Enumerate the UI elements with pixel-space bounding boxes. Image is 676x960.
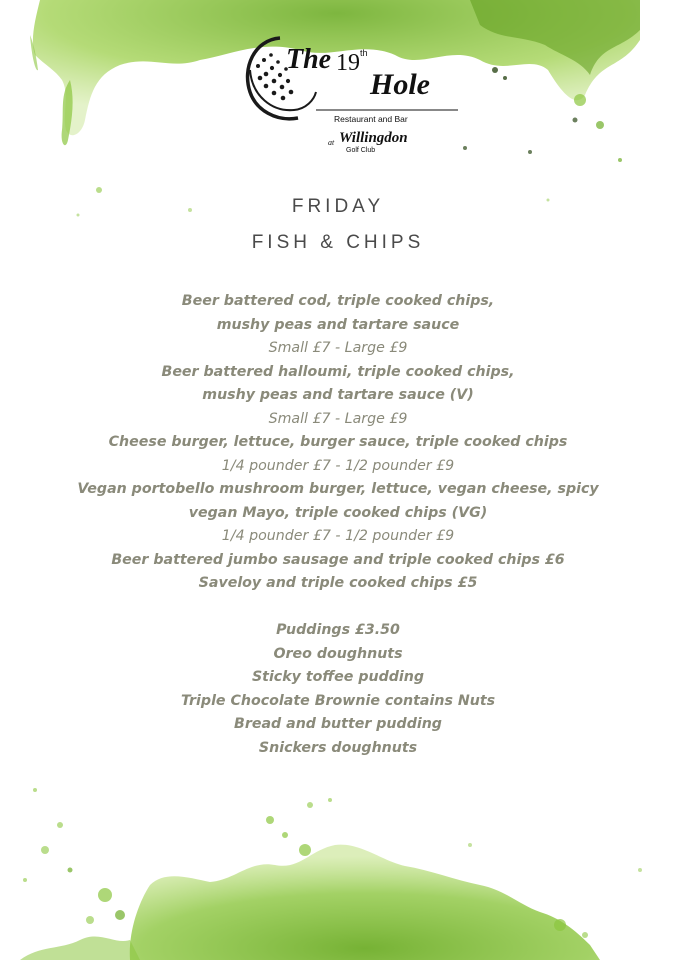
menu-title: FISH & CHIPS [251, 232, 425, 253]
menu-list [0, 290, 676, 760]
logo-number: 19 [336, 50, 360, 76]
logo-superscript: th [360, 48, 368, 58]
pudding-item: Triple Chocolate Brownie contains Nuts [180, 692, 496, 709]
pudding-item: Snickers doughnuts [258, 739, 418, 756]
pudding-item: Sticky toffee pudding [251, 669, 425, 685]
menu-line: mushy peas and tartare sauce (V) [202, 387, 474, 403]
menu-line: Beer battered halloumi, triple cooked chips, [161, 363, 515, 380]
the-19th-hole-logo [236, 30, 466, 160]
logo-club-name: Willingdon [339, 130, 408, 146]
menu-line: mushy peas and tartare sauce [216, 316, 460, 333]
menu-line: vegan Mayo, triple cooked chips (VG) [188, 504, 488, 521]
puddings-heading: Puddings £3.50 [276, 622, 400, 638]
menu-line: Cheese burger, lettuce, burger sauce, triple cooked chips [108, 434, 568, 450]
menu-line: Vegan portobello mushroom burger, lettuce, vegan cheese, spicy [77, 481, 599, 497]
price-line: 1/4 pounder £7 - 1/2 pounder £9 [221, 457, 455, 474]
logo-tagline: Restaurant and Bar [334, 114, 408, 124]
price-line: 1/4 pounder £7 - 1/2 pounder £9 [221, 528, 455, 544]
menu-line: Beer battered cod, triple cooked chips, [181, 293, 495, 309]
logo-the: The [286, 44, 332, 75]
logo-club-sub: Golf Club [346, 147, 376, 154]
menu-line: Saveloy and triple cooked chips £5 [198, 575, 478, 591]
pudding-item: Bread and butter pudding [234, 716, 442, 732]
menu-line: Beer battered jumbo sausage and triple cooked chips £6 [111, 551, 565, 568]
section-spacer [0, 596, 676, 620]
logo-at: at [328, 138, 335, 147]
bottom-splash [130, 845, 600, 960]
pudding-item: Oreo doughnuts [273, 645, 403, 662]
price-line: Small £7 - Large £9 [268, 410, 408, 427]
price-line: Small £7 - Large £9 [268, 340, 408, 356]
day-heading: FRIDAY [291, 196, 385, 217]
logo-hole: Hole [370, 68, 430, 101]
